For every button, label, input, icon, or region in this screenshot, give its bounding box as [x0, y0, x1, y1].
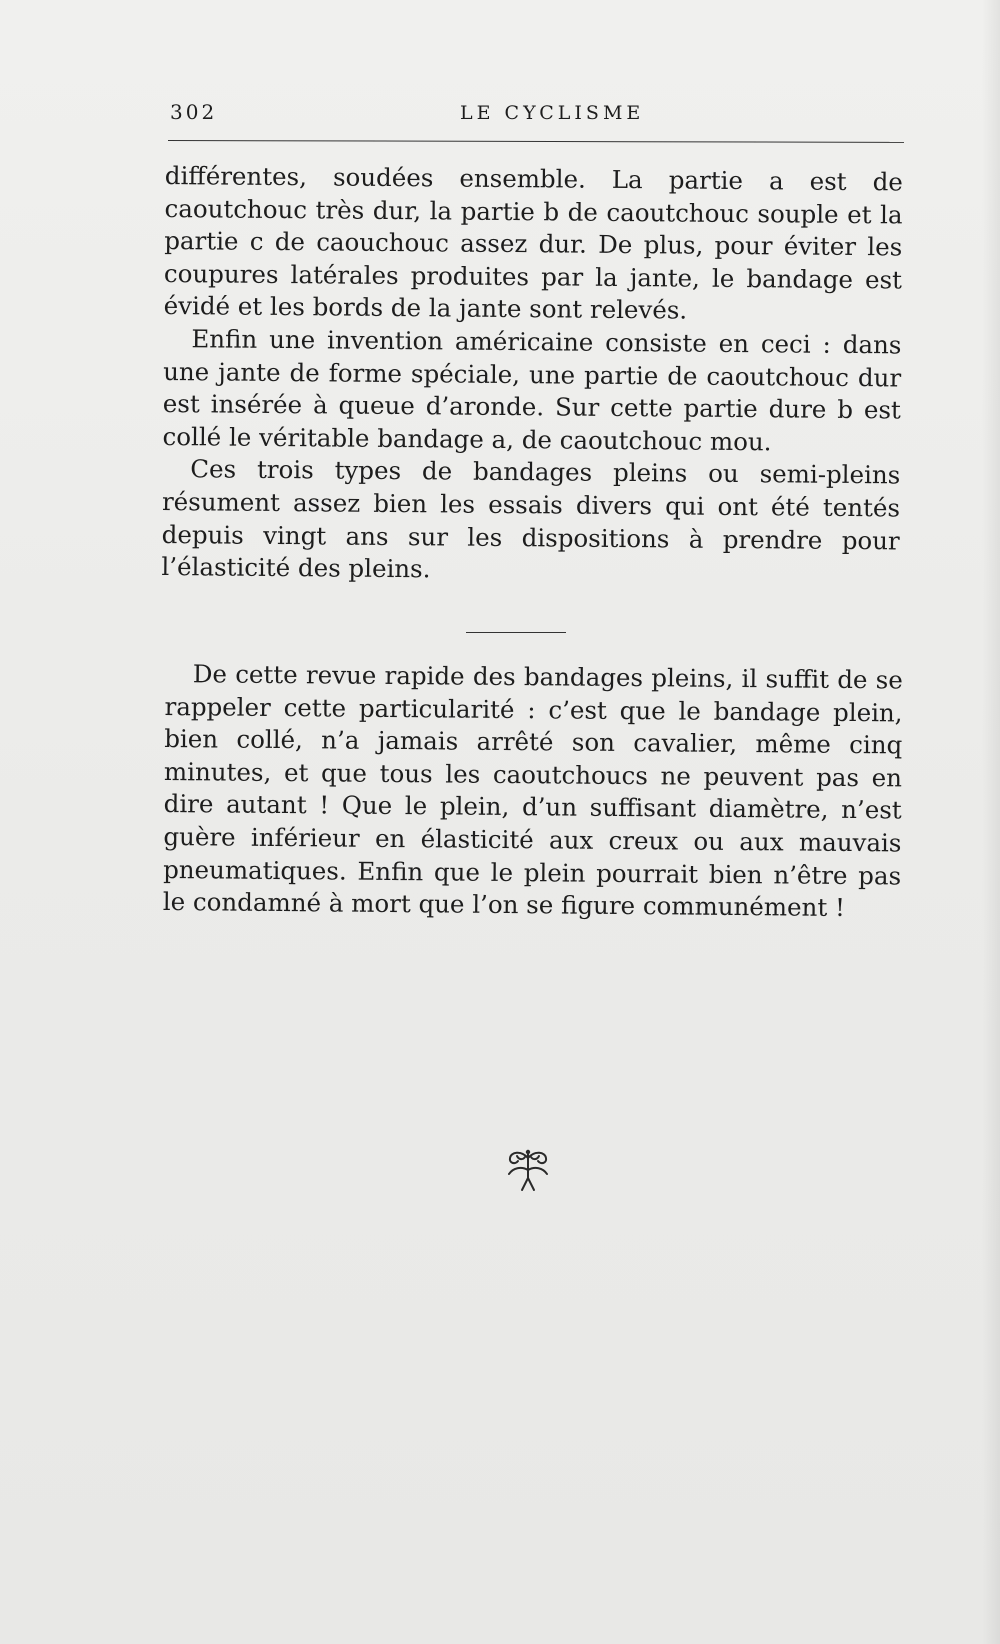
- running-title: LE CYCLISME: [460, 102, 645, 124]
- header-rule: [168, 140, 904, 143]
- paragraph: Enfin une invention américaine consiste en ceci : dans une jante de forme spéciale, une partie de caoutchouc dur est insérée à queue d’aronde. Sur cette partie dure b est collé le véritable bandage a, de caoutchouc mou.: [162, 324, 902, 457]
- paragraph: De cette revue rapide des bandages pleins, il suffit de se rappeler cette particularité : c’est que le bandage plein, bien collé, n’a jamais arrêté son cavalier, même cinq minutes, et que tous les caoutchoucs ne peuvent pas en dire autant ! Que le plein, d’un suffisant diamètre, n’est guère inférieur en élasticité aux creux ou aux mauvais pneumatiques. Enfin que le plein pourrait bien n’être pas le condamné à mort que l’on se figure communément !: [162, 659, 903, 923]
- section-divider: [466, 632, 566, 633]
- page-header: [170, 100, 902, 130]
- paragraph: Ces trois types de bandages pleins ou semi-pleins résument assez bien les essais divers qui ont été tentés depuis vingt ans sur les dispositions à prendre pour l’élasticité des pleins.: [161, 454, 901, 584]
- text-block-2: [163, 658, 903, 925]
- paragraph: différentes, soudées ensemble. La partie a est de caoutchouc très dur, la partie b de caoutchouc souple et la partie c de caouchouc assez dur. De plus, pour éviter les coupures latérales produites par la jante, le bandage est évidé et les bords de la jante sont relevés.: [163, 160, 903, 325]
- text-block-1: [161, 160, 903, 590]
- page-number: 302: [170, 100, 218, 124]
- fleuron-ornament-icon: [503, 1148, 553, 1194]
- page-edge-shadow: [982, 0, 1000, 1644]
